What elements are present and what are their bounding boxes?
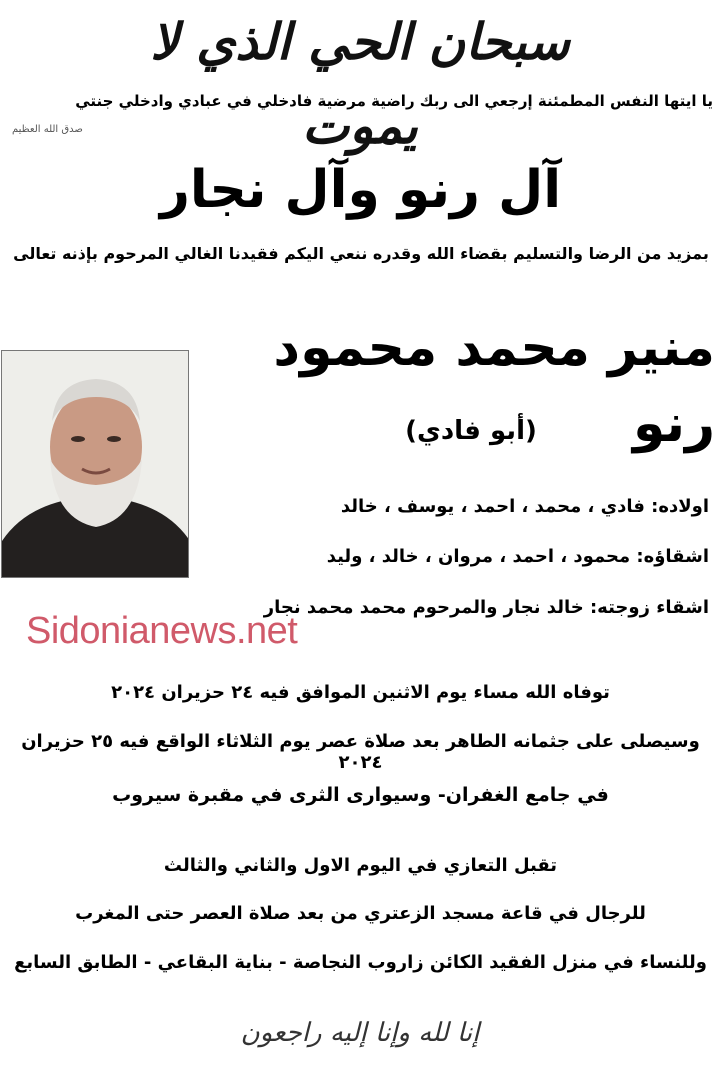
condolences-men: للرجال في قاعة مسجد الزعتري من بعد صلاة العصر حتى المغرب — [75, 903, 646, 924]
wife-brothers-list: اشقاء زوجته: خالد نجار والمرحوم محمد محمد نجار — [263, 597, 709, 618]
footer-calligraphy: إنا لله وإنا إليه راجعون — [240, 1018, 480, 1048]
families-heading: آل رنو وآل نجار — [159, 160, 562, 220]
burial-text: في جامع الغفران- وسيوارى الثرى في مقبرة سيروب — [112, 784, 609, 806]
deceased-photo — [1, 350, 189, 578]
condolences-women: وللنساء في منزل الفقيد الكائن زاروب النجاصة - بناية البقاعي - الطابق السابع — [14, 952, 707, 973]
portrait-illustration — [2, 351, 189, 578]
condolences-title: تقبل التعازي في اليوم الاول والثاني والثالث — [163, 855, 558, 876]
sons-list: اولاده: فادي ، محمد ، احمد ، يوسف ، خالد — [340, 496, 709, 517]
brothers-list: اشقاؤه: محمود ، احمد ، مروان ، خالد ، وليد — [326, 546, 709, 567]
deceased-nickname: (أبو فادي) — [405, 416, 537, 446]
verse-source: صدق الله العظيم — [12, 124, 83, 135]
death-date-text: توفاه الله مساء يوم الاثنين الموافق فيه ٢٤ حزيران ٢٠٢٤ — [111, 682, 610, 703]
announcement-text: بمزيد من الرضا والتسليم بقضاء الله وقدره ننعي اليكم فقيدنا الغالي المرحوم بإذنه تعالى — [13, 244, 709, 263]
quran-verse: يا ايتها النفس المطمئنة إرجعي الى ربك راضية مرضية فادخلي في عبادي وادخلي جنتي — [75, 92, 713, 110]
header-calligraphy: سبحان الحي الذي لا يموت — [150, 12, 570, 155]
watermark-text: Sidonianews.net — [26, 610, 298, 652]
funeral-prayer-text: وسيصلى على جثمانه الطاهر بعد صلاة عصر يوم الثلاثاء الواقع فيه ٢٥ حزيران ٢٠٢٤ — [21, 731, 700, 773]
deceased-name: منير محمد محمود رنو — [273, 318, 715, 454]
